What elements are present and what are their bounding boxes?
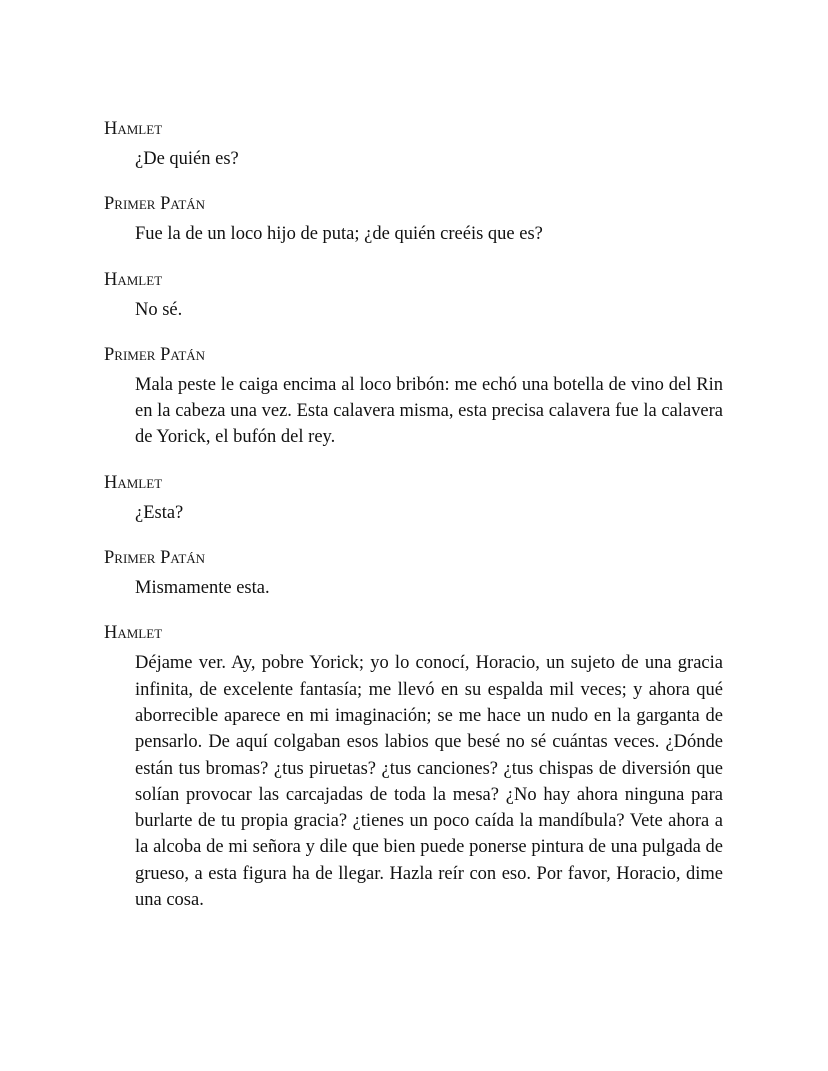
speaker-name: Hamlet [104, 472, 163, 493]
dialogue-text: ¿Esta? [135, 502, 184, 523]
dialogue-text: Mismamente esta. [135, 578, 270, 599]
speaker-name: Primer Patán [104, 548, 206, 569]
speech-hamlet-3 [104, 470, 724, 526]
speaker-name: Hamlet [104, 269, 163, 290]
speaker-name: Primer Patán [104, 194, 206, 215]
dialogue-text: ¿De quién es? [135, 149, 239, 169]
speaker-name: Primer Patán [104, 344, 206, 365]
dialogue-text: No sé. [135, 299, 183, 320]
dialogue-text: Déjame ver. Ay, pobre Yorick; yo lo conocí, Horacio, un sujeto de una gracia infinita, de excelente fantasía; me llevó en su espalda mil veces; y ahora qué aborrecible aparece en mi imaginación; se me hace un nudo en la garganta de pensarlo. De aquí colgaban esos labios que besé no sé cuántas veces. ¿Dónde están tus bromas? ¿tus piruetas? ¿tus canciones? ¿tus chispas de diversión que solían provocar las carcajadas de toda la mesa? ¿No hay ahora ninguna para burlarte de tu propia gracia? ¿tienes un poco caída la mandíbula? Vete ahora a la alcoba de mi señora y dile que bien puede ponerse pintura de una pulgada de grueso, a esta figura ha de llegar. Hazla reír con eso. Por favor, Horacio, dime una cosa. [135, 653, 723, 911]
speech-hamlet-2 [104, 267, 724, 323]
speech-hamlet-4 [104, 620, 724, 913]
speaker-name: Hamlet [104, 623, 163, 644]
play-page [104, 116, 724, 932]
speaker-name: Hamlet [104, 119, 163, 139]
dialogue-text: Fue la de un loco hijo de puta; ¿de quién creéis que es? [135, 224, 543, 245]
speech-primer-patan-3 [104, 545, 724, 601]
speech-primer-patan-1 [104, 191, 724, 247]
speech-hamlet-1 [104, 116, 724, 172]
dialogue-text: Mala peste le caiga encima al loco bribón: me echó una botella de vino del Rin en la cabeza una vez. Esta calavera misma, esta precisa calavera fue la calavera de Yorick, el bufón del rey. [135, 374, 723, 448]
speech-primer-patan-2 [104, 342, 724, 451]
